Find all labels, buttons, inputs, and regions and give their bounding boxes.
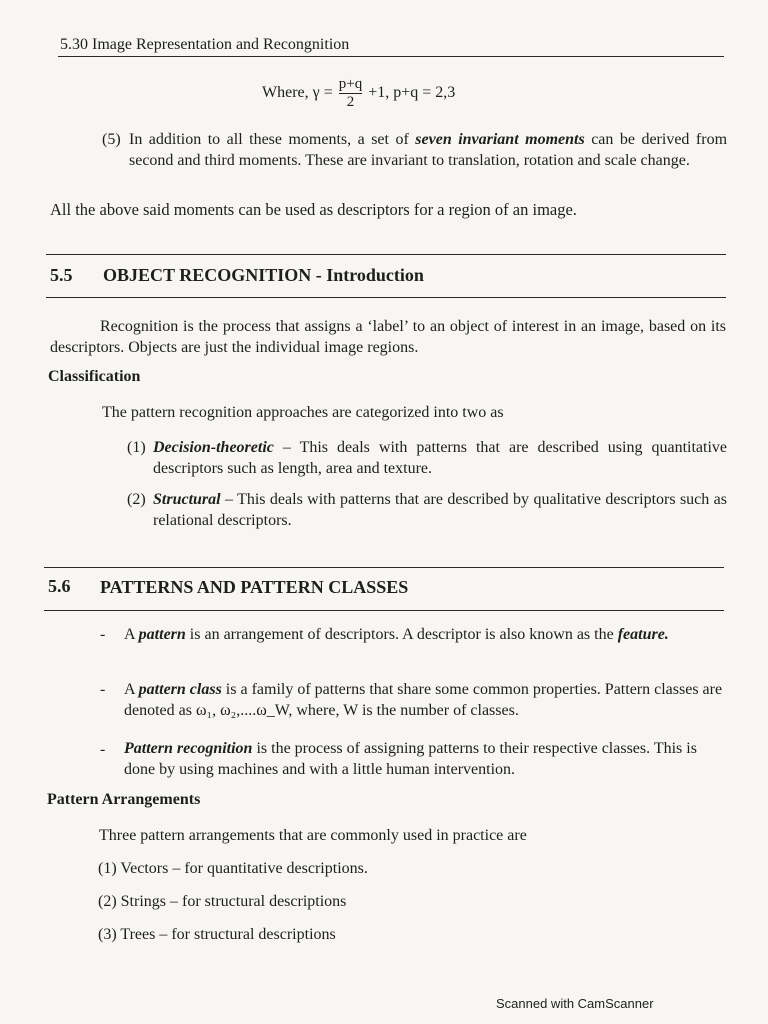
moments-note: All the above said moments can be used as descriptors for a region of an image. <box>50 200 577 219</box>
arrangement-item-3: (3) Trees – for structural descriptions <box>98 926 336 943</box>
item-5-text <box>129 129 727 171</box>
arrangement-item-2: (2) Strings – for structural descriptions <box>98 893 347 910</box>
bullet-2-term: pattern class <box>138 681 222 698</box>
formula-numerator: p+q <box>338 76 363 92</box>
item-5-emphasis: seven invariant moments <box>415 131 585 148</box>
classification-item-1-term: Decision-theoretic <box>153 439 274 456</box>
bullet-2 <box>124 679 724 721</box>
gamma-formula <box>262 76 455 111</box>
bullet-1 <box>124 624 724 645</box>
classification-item-2-number: (2) <box>127 491 146 508</box>
section-5-5-number: 5.5 <box>50 265 73 285</box>
bullet-3-post: is the process of assigning patterns to their respective classes. This is done by using machines and with a little human intervention. <box>124 740 697 778</box>
bullet-3-dash: - <box>100 741 106 758</box>
bullet-1-term: pattern <box>138 626 186 643</box>
bullet-1-pre: A <box>124 626 135 643</box>
recognition-paragraph: Recognition is the process that assigns a ‘label’ to an object of interest in an image, based on its descriptors. Objects are just the individual image regions. <box>50 318 726 356</box>
classification-item-2 <box>153 489 727 531</box>
bullet-1-dash: - <box>100 626 106 643</box>
classification-heading: Classification <box>48 368 141 385</box>
section-5-5-bottom-rule <box>46 297 726 298</box>
section-5-6-bottom-rule <box>44 610 724 611</box>
item-5-number: (5) <box>102 131 121 148</box>
header-rule <box>58 56 724 57</box>
arrangement-item-1: (1) Vectors – for quantitative descriptions. <box>98 860 368 877</box>
section-5-5-title: OBJECT RECOGNITION - Introduction <box>103 265 424 285</box>
section-5-5-top-rule <box>46 254 726 255</box>
classification-item-2-term: Structural <box>153 491 221 508</box>
bullet-2-dash: - <box>100 681 106 698</box>
section-5-6-top-rule <box>44 567 724 568</box>
classification-item-2-text: – This deals with patterns that are described by qualitative descriptors such as relational descriptors. <box>153 491 728 529</box>
bullet-1-post: is an arrangement of descriptors. A descriptor is also known as the <box>189 626 614 643</box>
formula-denominator: 2 <box>346 94 355 110</box>
scanner-watermark: Scanned with CamScanner <box>496 996 654 1011</box>
bullet-2-post: is a family of patterns that share some common properties. Pattern classes are denoted as ω₁, ω₂,....ω_W, where, W is the number of classes. <box>124 681 723 719</box>
classification-intro: The pattern recognition approaches are categorized into two as <box>102 404 504 421</box>
arrangements-intro: Three pattern arrangements that are commonly used in practice are <box>99 827 527 844</box>
bullet-1-term-2: feature. <box>617 626 669 643</box>
running-header: 5.30 Image Representation and Recongnition <box>60 36 350 53</box>
arrangements-heading: Pattern Arrangements <box>47 791 201 808</box>
classification-item-1 <box>153 437 727 479</box>
item-5-pre: In addition to all these moments, a set of <box>129 131 409 148</box>
formula-prefix: Where, γ = <box>262 84 333 102</box>
bullet-3 <box>124 738 724 780</box>
classification-item-1-text: – This deals with patterns that are described using quantitative descriptors such as length, area and texture. <box>153 439 728 477</box>
bullet-2-pre: A <box>124 681 135 698</box>
bullet-3-term: Pattern recognition <box>124 740 253 757</box>
section-5-6-number: 5.6 <box>48 576 71 596</box>
formula-fraction <box>339 76 362 111</box>
item-5-post: can be derived from second and third moments. These are invariant to translation, rotation and scale change. <box>129 131 728 169</box>
classification-item-1-number: (1) <box>127 439 146 456</box>
formula-suffix: +1, p+q = 2,3 <box>368 84 456 102</box>
section-5-6-title: PATTERNS AND PATTERN CLASSES <box>100 577 409 597</box>
